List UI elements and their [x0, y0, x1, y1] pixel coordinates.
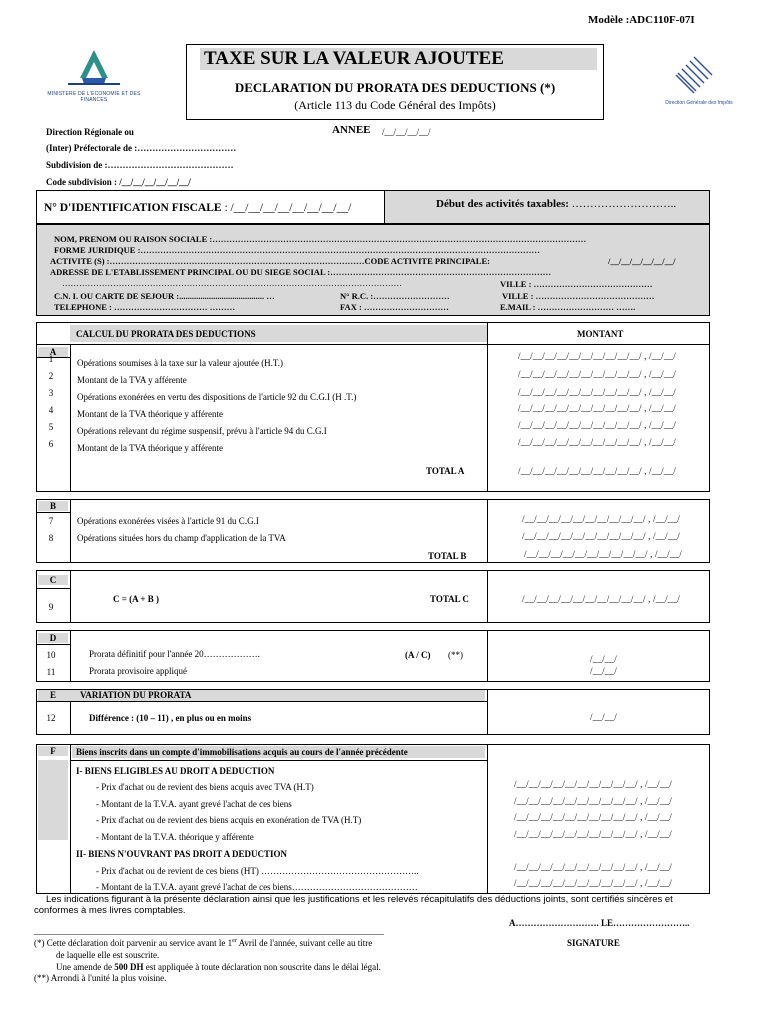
operation-label: Opérations situées hors du champ d'application de la TVA: [77, 533, 286, 543]
prorata-provisoire-value[interactable]: /__/__/: [590, 666, 617, 676]
direction-label: Direction Régionale ou: [46, 127, 134, 137]
nom-field[interactable]: NOM, PRENOM OU RAISON SOCIALE :……………………………………………………………………………………………………………………: [54, 234, 587, 244]
biens-row-label: - Prix d'achat ou de revient des biens acquis en exonération de TVA (H.T): [96, 815, 362, 825]
cni-field[interactable]: C.N. I. OU CARTE DE SEJOUR :........................................ …: [54, 291, 275, 301]
row-number: 6: [48, 439, 54, 449]
dgi-logo-text: Direction Générale des Impôts: [665, 100, 733, 106]
amount-field[interactable]: /__/__/__/__/__/__/__/__/__/__/ , /__/__/: [514, 779, 672, 789]
annee-field[interactable]: /__/__/__/__/: [382, 127, 431, 137]
note-1-fine: [56, 962, 381, 972]
prorata-provisoire-label: Prorata provisoire appliqué: [89, 666, 187, 676]
total-b-label: TOTAL B: [428, 551, 467, 561]
difference-value[interactable]: /__/__/: [590, 712, 617, 722]
amount-field[interactable]: /__/__/__/__/__/__/__/__/__/__/ , /__/__/: [518, 403, 676, 413]
amount-field[interactable]: /__/__/__/__/__/__/__/__/__/__/ , /__/__/: [522, 514, 680, 524]
total-b-amount[interactable]: /__/__/__/__/__/__/__/__/__/__/ , /__/__/: [524, 549, 682, 559]
eligible-title: I- BIENS ELIGIBLES AU DROIT A DEDUCTION: [76, 766, 275, 776]
dgi-emblem-icon: [674, 55, 714, 95]
formula-c: C = (A + B ): [113, 594, 160, 604]
code-activite-field[interactable]: /__/__/__/__/__/__/: [608, 256, 676, 266]
biens-row-label: - Montant de la T.V.A. théorique y afférente: [96, 832, 254, 842]
ministry-logo-text: MINISTERE DE L'ECONOMIE ET DES FINANCES: [47, 91, 141, 103]
row-number: 2: [48, 371, 54, 381]
prorata-definitif-label: Prorata définitif pour l'année 20……………….: [89, 649, 260, 659]
fine-text-end: est appliquée à toute déclaration non souscrite dans le délai légal.: [143, 962, 381, 972]
fine-text: Une amende de: [56, 962, 115, 972]
amount-field[interactable]: /__/__/__/__/__/__/__/__/__/__/ , /__/__/: [522, 531, 680, 541]
ac-ratio-label: (A / C): [405, 650, 431, 660]
montant-header: MONTANT: [577, 329, 624, 339]
total-a-label: TOTAL A: [426, 466, 465, 476]
biens-row-label: - Prix d'achat ou de revient de ces biens (HT) ……………………………………………..: [96, 866, 419, 876]
email-field[interactable]: E.MAIL : ……………………… …….: [500, 302, 636, 312]
dgi-logo: [664, 55, 734, 111]
biens-row-label: - Montant de la T.V.A. ayant grevé l'achat de ces biens: [96, 799, 292, 809]
debut-activites-label: Début des activités taxables:: [436, 198, 569, 210]
place-date-field[interactable]: A………………………. LE……………………..: [509, 918, 690, 928]
amount-field[interactable]: /__/__/__/__/__/__/__/__/__/__/ , /__/__/: [518, 420, 676, 430]
non-eligible-title: II- BIENS N'OUVRANT PAS DROIT A DEDUCTION: [76, 849, 288, 859]
debut-activites-line[interactable]: [436, 198, 676, 210]
operation-label: Opérations exonérées visées à l'article 91 du C.G.I: [77, 516, 259, 526]
declaration-subtitle: DECLARATION DU PRORATA DES DEDUCTIONS (*): [234, 80, 556, 95]
difference-label: Différence : (10 – 11) , en plus ou en moins: [89, 713, 252, 723]
row-number: 12: [46, 713, 56, 723]
row-number: 3: [48, 388, 54, 398]
section-b-letter: B: [38, 501, 68, 511]
forme-juridique-field[interactable]: FORME JURIDIQUE :……………………………………………………………………………………………………………………………: [54, 245, 540, 255]
telephone-field[interactable]: TELEPHONE : …………………………… ………: [54, 302, 236, 312]
certification-text: Les indications figurant à la présente déclaration ainsi que les justifications et les relevés récapitulatifs des déductions joints, sont certifiés sincères et conformes à mes livres comptables.: [34, 894, 673, 916]
adresse-field[interactable]: ADRESSE DE L'ETABLISSEMENT PRINCIPAL OU DU SIEGE SOCIAL :……………………………………………………………………: [50, 267, 552, 277]
note-1-text: (*) Cette déclaration doit parvenir au service avant le 1: [34, 938, 233, 948]
note-1-sup: er: [232, 938, 237, 944]
total-a-amount[interactable]: /__/__/__/__/__/__/__/__/__/__/ , /__/__/: [518, 466, 676, 476]
ville-rc-field[interactable]: VILLE : ……………………………………: [502, 291, 655, 301]
debut-activites-field[interactable]: ………………………..: [571, 198, 677, 210]
row-number: 1: [48, 354, 54, 364]
amount-field[interactable]: /__/__/__/__/__/__/__/__/__/__/ , /__/__/: [518, 351, 676, 361]
operation-label: Opérations exonérées en vertu des dispositions de l'article 92 du C.G.I (H .T.): [77, 392, 357, 402]
biens-row-label: - Prix d'achat ou de revient des biens acquis avec TVA (H.T): [96, 782, 314, 792]
biens-row-label: - Montant de la T.V.A. ayant grevé l'achat de ces biens……………………………………: [96, 882, 418, 892]
fine-amount: 500 DH: [114, 962, 144, 972]
subdivision-field[interactable]: Subdivision de :……………………………………: [46, 160, 234, 170]
model-reference: Modèle :ADC110F-07I: [588, 14, 695, 26]
rounding-note-ref: (**): [448, 650, 463, 660]
section-c-letter: C: [38, 575, 68, 585]
amount-field[interactable]: /__/__/__/__/__/__/__/__/__/__/ , /__/__/: [514, 812, 672, 822]
variation-header: VARIATION DU PRORATA: [80, 690, 192, 700]
row-number: 8: [48, 533, 54, 543]
identification-label: N° D'IDENTIFICATION FISCALE: [44, 202, 222, 214]
signature-label: SIGNATURE: [567, 938, 620, 948]
activite-field[interactable]: ACTIVITE (S) :………………………………………………………………………………CODE ACTIVITE PRINCIPALE:: [50, 256, 490, 266]
fax-field[interactable]: FAX : …………………………: [340, 302, 449, 312]
prorata-definitif-value[interactable]: /__/__/: [590, 654, 617, 664]
operation-label: Montant de la TVA théorique y afférente: [77, 443, 223, 453]
operation-label: Montant de la TVA théorique y afférente: [77, 409, 223, 419]
operation-label: Opérations relevant du régime suspensif, prévu à l'article 94 du C.G.I: [77, 426, 327, 436]
amount-field[interactable]: /__/__/__/__/__/__/__/__/__/__/ , /__/__/: [514, 829, 672, 839]
row-number: 10: [46, 650, 56, 660]
ministry-emblem-icon: [38, 48, 150, 88]
row-number: 5: [48, 422, 54, 432]
note-1-continuation: de laquelle elle est souscrite.: [56, 950, 160, 960]
note-2: (**) Arrondi à l'unité la plus voisine.: [34, 973, 167, 983]
article-reference: (Article 113 du Code Général des Impôts): [294, 98, 496, 112]
total-c-amount[interactable]: /__/__/__/__/__/__/__/__/__/__/ , /__/__/: [522, 594, 680, 604]
row-number: 9: [48, 602, 54, 612]
amount-field[interactable]: /__/__/__/__/__/__/__/__/__/__/ , /__/__/: [514, 862, 672, 872]
code-subdivision-field[interactable]: Code subdivision : /__/__/__/__/__/__/: [46, 177, 191, 187]
section-e-letter: E: [49, 690, 56, 700]
amount-field[interactable]: /__/__/__/__/__/__/__/__/__/__/ , /__/__/: [514, 878, 672, 888]
amount-field[interactable]: /__/__/__/__/__/__/__/__/__/__/ , /__/__/: [518, 387, 676, 397]
amount-field[interactable]: /__/__/__/__/__/__/__/__/__/__/ , /__/__/: [514, 796, 672, 806]
row-number: 4: [48, 405, 54, 415]
ministry-logo: [38, 48, 150, 103]
note-1: [34, 938, 372, 948]
biens-header: Biens inscrits dans un compte d'immobilisations acquis au cours de l'année précédente: [76, 747, 408, 757]
note-1-text-end: Avril de l'année, suivant celle au titre: [236, 938, 373, 948]
calcul-header: CALCUL DU PRORATA DES DEDUCTIONS: [76, 329, 256, 339]
adresse-continuation[interactable]: …………………………………………………………………………………………………………: [62, 278, 402, 288]
row-number: 11: [46, 667, 56, 677]
prefectorale-field[interactable]: (Inter) Préfectorale de :……………………………: [46, 143, 237, 153]
total-c-label: TOTAL C: [430, 594, 469, 604]
annee-label: ANNEE: [332, 124, 371, 136]
amount-field[interactable]: /__/__/__/__/__/__/__/__/__/__/ , /__/__/: [518, 437, 676, 447]
section-d-letter: D: [38, 633, 68, 643]
page-title: TAXE SUR LA VALEUR AJOUTEE: [200, 48, 597, 70]
operation-label: Montant de la TVA y afférente: [77, 375, 187, 385]
section-f-letter: F: [38, 746, 68, 756]
rc-field[interactable]: N° R.C. :………………………: [340, 291, 450, 301]
operation-label: Opérations soumises à la taxe sur la valeur ajoutée (H.T.): [77, 358, 284, 368]
section-a-letter: A: [38, 347, 68, 357]
row-number: 7: [48, 516, 54, 526]
amount-field[interactable]: /__/__/__/__/__/__/__/__/__/__/ , /__/__/: [518, 369, 676, 379]
identification-field[interactable]: : /__/__/__/__/__/__/__/__/: [224, 202, 352, 214]
identification-line[interactable]: [44, 202, 351, 214]
ville-field[interactable]: VILLE : ……………………………………: [500, 279, 653, 289]
